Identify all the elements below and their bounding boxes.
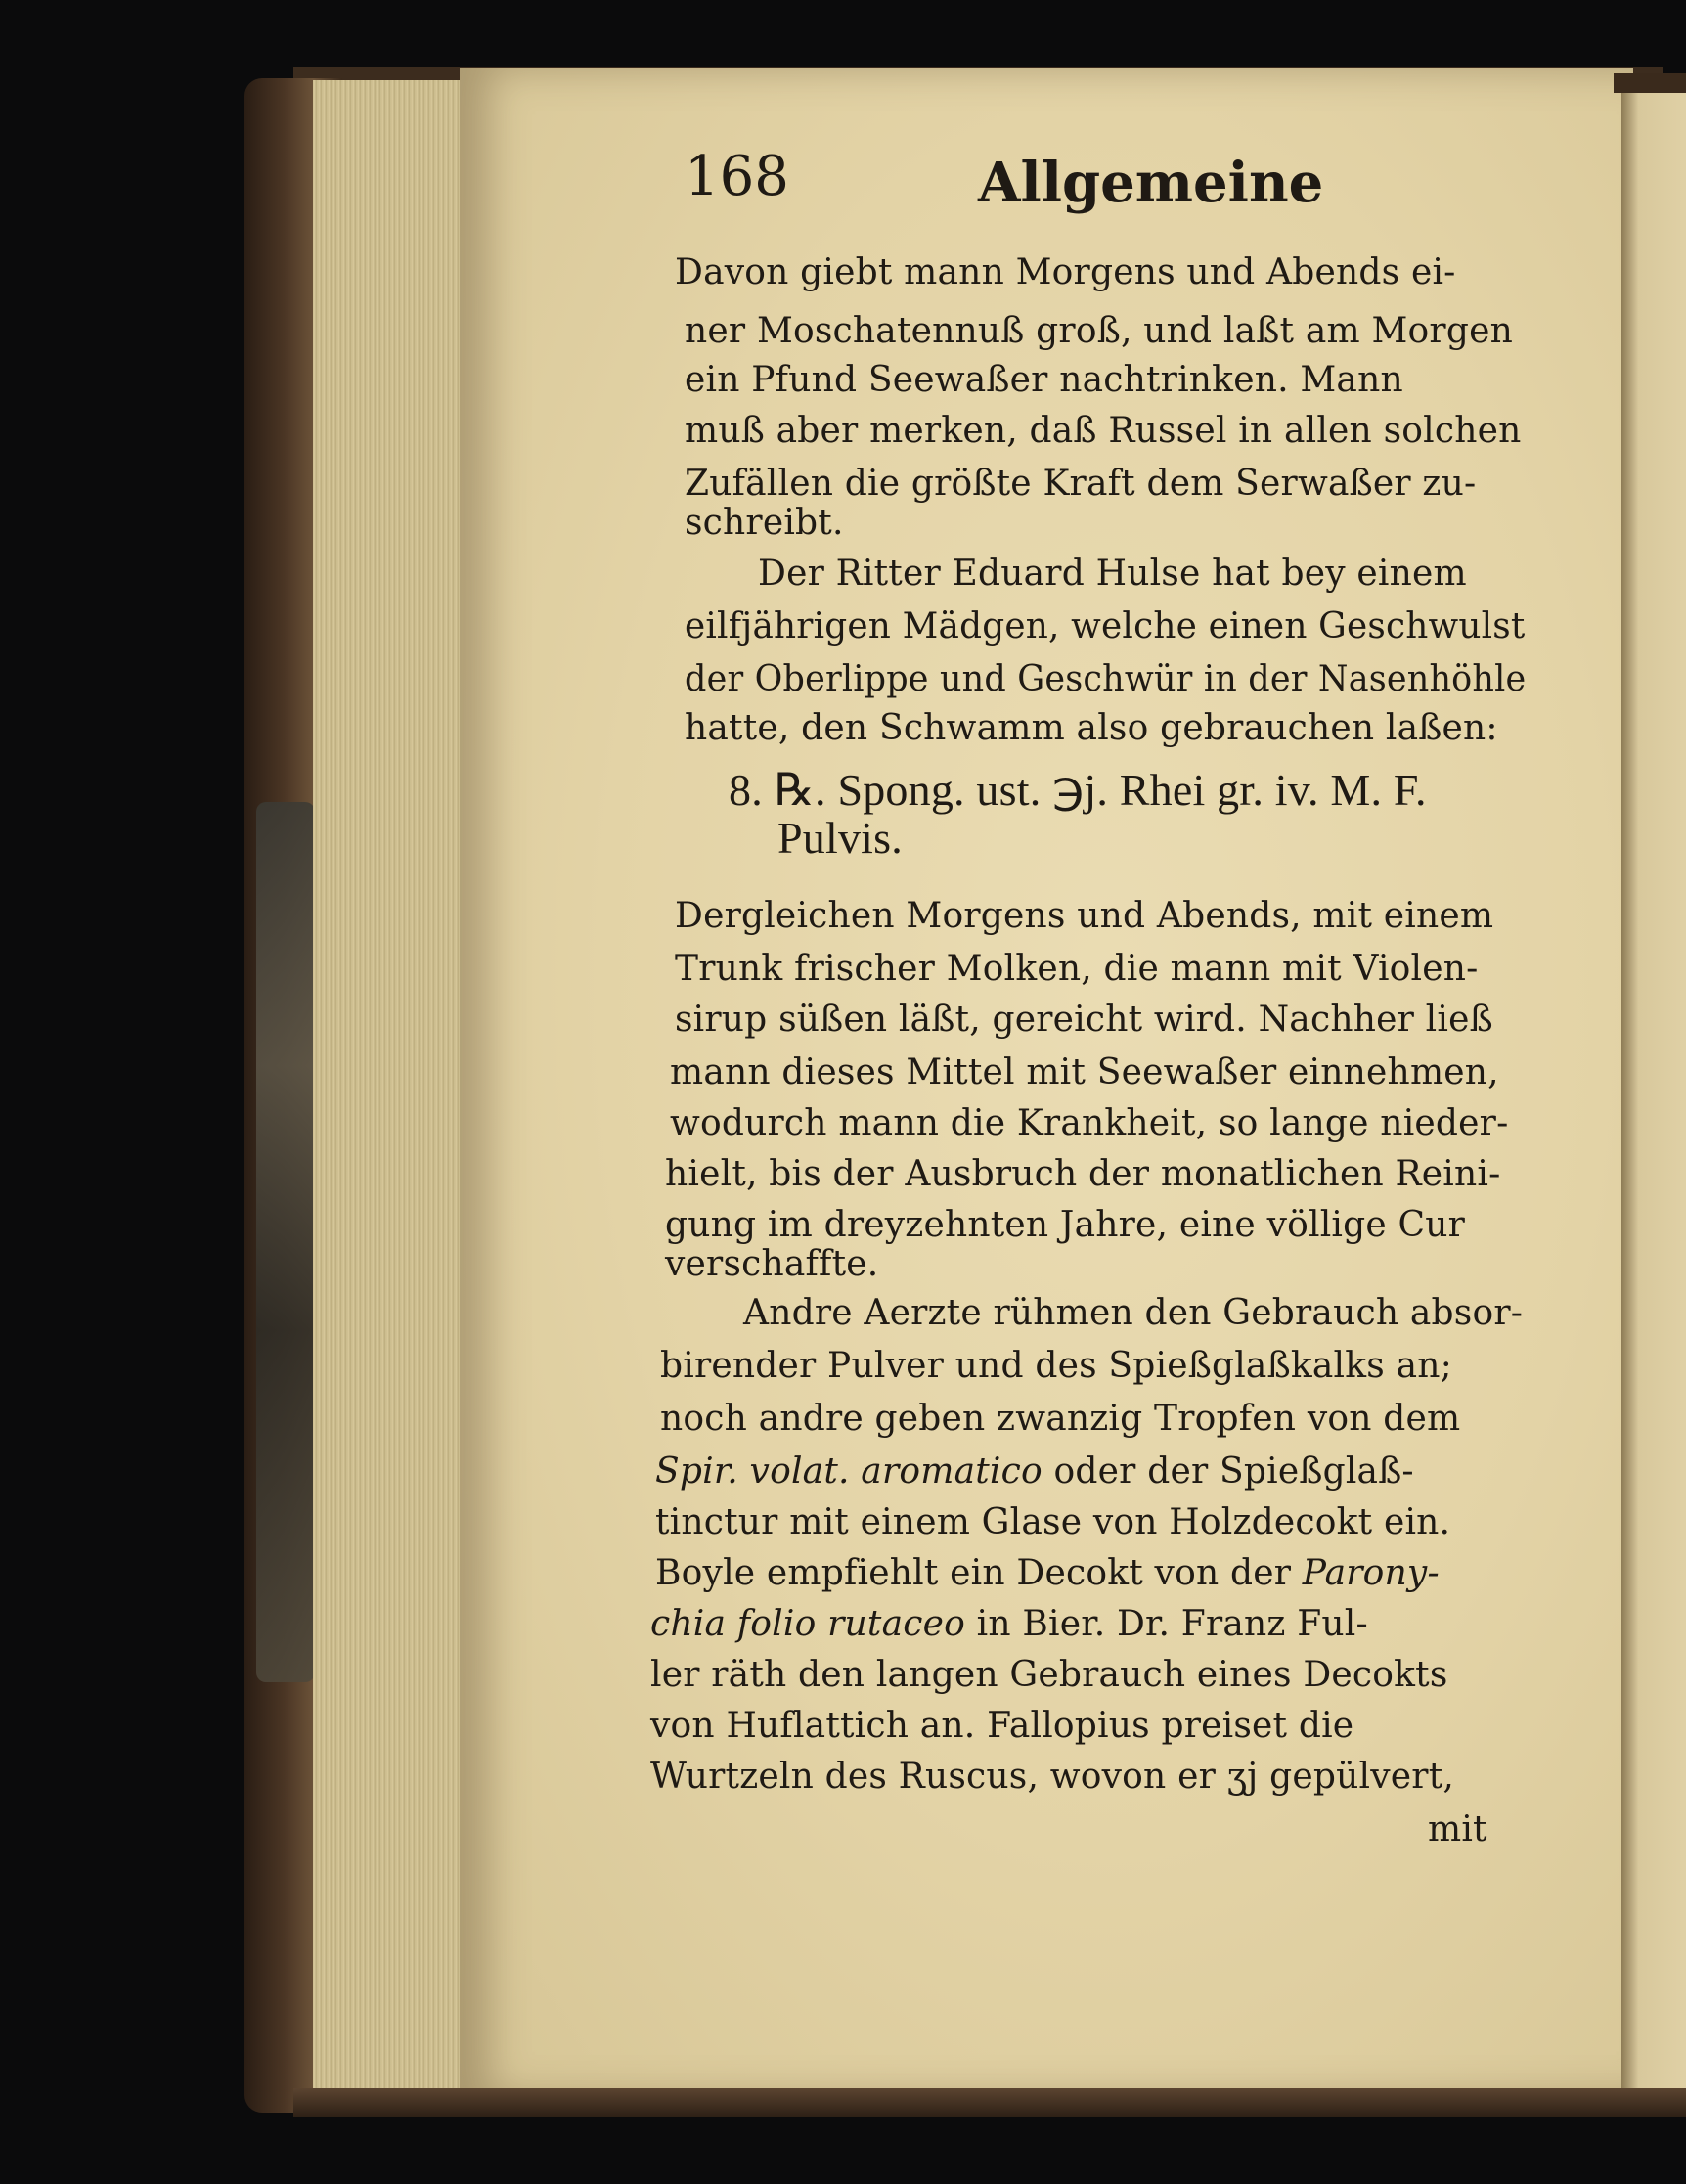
prescription-line: 8. ℞. Spong. ust. ℈j. Rhei gr. iv. M. F. — [729, 765, 1427, 815]
text-line: von Huflattich an. Fallopius preiset die — [650, 1706, 1354, 1746]
running-title: Allgemeine — [978, 151, 1324, 215]
text-line: Andre Aerzte rühmen den Gebrauch absor- — [743, 1293, 1524, 1333]
facing-page-edge — [1621, 88, 1686, 2103]
text-line: gung im dreyzehnten Jahre, eine völlige Cur — [665, 1205, 1466, 1245]
text-line: ler räth den langen Gebrauch eines Decokts — [650, 1655, 1448, 1695]
text-line: muß aber merken, daß Russel in allen solchen — [685, 411, 1522, 451]
text-line: Wurtzeln des Ruscus, wovon er ʒj gepülvert, — [650, 1757, 1455, 1797]
text-line: Der Ritter Eduard Hulse hat bey einem — [758, 554, 1467, 594]
text-line: schreibt. — [685, 503, 844, 543]
text-line: verschaffte. — [665, 1244, 879, 1284]
worn-leather-patch — [256, 802, 315, 1682]
text-line: ein Pfund Seewaßer nachtrinken. Mann — [685, 360, 1403, 400]
text-line: ner Moschatennuß groß, und laßt am Morgen — [685, 311, 1513, 351]
text-line: sirup süßen läßt, gereicht wird. Nachher ließ — [675, 1000, 1493, 1040]
text-line: Trunk frischer Molken, die mann mit Violen- — [675, 949, 1479, 989]
prescription-line: Pulvis. — [777, 813, 903, 863]
text-line: Spir. volat. aromatico oder der Spießglaß- — [655, 1451, 1414, 1492]
text-line: chia folio rutaceo in Bier. Dr. Franz Ful- — [650, 1604, 1368, 1644]
book-cover-right — [1614, 73, 1686, 93]
text-line: mann dieses Mittel mit Seewaßer einnehmen, — [670, 1052, 1499, 1092]
text-line: wodurch mann die Krankheit, so lange nieder- — [670, 1103, 1509, 1143]
page-number: 168 — [685, 145, 789, 208]
text-line: der Oberlippe und Geschwür in der Nasenhöhle — [685, 659, 1527, 699]
text-line: hielt, bis der Ausbruch der monatlichen Reini- — [665, 1154, 1501, 1194]
text-line: noch andre geben zwanzig Tropfen von dem — [660, 1399, 1461, 1439]
catchword: mit — [1428, 1809, 1487, 1850]
book-cover-bottom — [293, 2088, 1686, 2117]
text-line: Dergleichen Morgens und Abends, mit einem — [675, 896, 1494, 936]
text-line: hatte, den Schwamm also gebrauchen laßen: — [685, 708, 1498, 748]
text-line: eilfjährigen Mädgen, welche einen Geschwulst — [685, 606, 1526, 646]
text-line: Davon giebt mann Morgens und Abends ei- — [675, 252, 1456, 292]
page-edges-stack — [313, 80, 465, 2105]
text-line: birender Pulver und des Spießglaßkalks an; — [660, 1346, 1452, 1386]
text-line: Boyle empfiehlt ein Decokt von der Parony- — [655, 1553, 1440, 1593]
text-line: Zufällen die größte Kraft dem Serwaßer zu- — [685, 464, 1477, 504]
text-line: tinctur mit einem Glase von Holzdecokt ein. — [655, 1502, 1451, 1542]
